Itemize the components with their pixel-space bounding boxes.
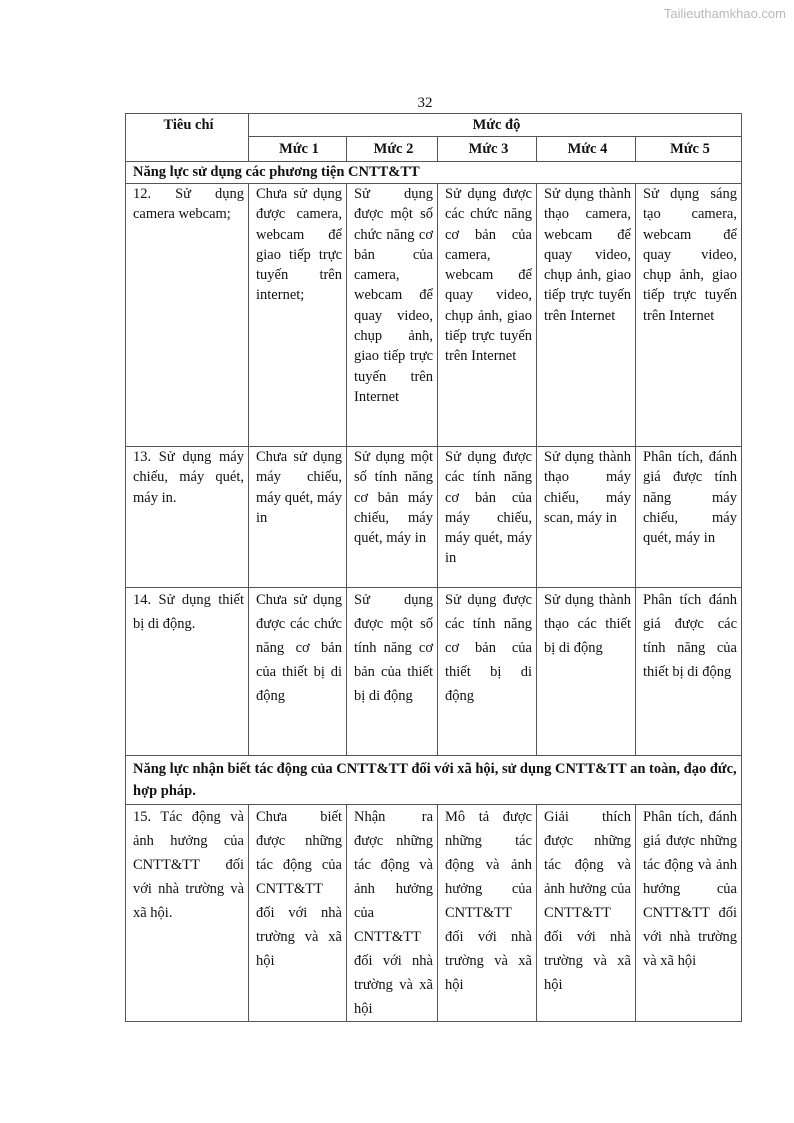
level-cell: Chưa sử dụng được các chức năng cơ bản của thiết bị di động [249, 588, 347, 756]
table-row [126, 588, 742, 756]
level-cell: Phân tích, đánh giá được những tác động và ảnh hưởng của CNTT&TT đối với nhà trường và xã hội [636, 805, 742, 1022]
section-row [126, 162, 742, 184]
rubric-table [125, 113, 742, 1022]
section-title: Năng lực nhận biết tác động của CNTT&TT đối với xã hội, sử dụng CNTT&TT an toàn, đạo đức, hợp pháp. [126, 756, 742, 805]
table-row [126, 447, 742, 588]
criteria-header: Tiêu chí [126, 114, 249, 162]
level-cell: Sử dụng được một số chức năng cơ bản của camera, webcam để quay video, chụp ảnh, giao tiếp trực tuyến trên Internet [347, 184, 438, 447]
page-number: 32 [417, 95, 433, 111]
header-row-1 [126, 114, 742, 137]
level-header: Mức 5 [636, 137, 742, 162]
level-cell: Sử dụng được các chức năng cơ bản của camera, webcam để quay video, chụp ảnh, giao tiếp trực tuyến trên Internet [438, 184, 537, 447]
level-cell: Sử dụng được các tính năng cơ bản của thiết bị di động [438, 588, 537, 756]
level-cell: Giải thích được những tác động và ảnh hưởng của CNTT&TT đối với nhà trường và xã hội [537, 805, 636, 1022]
level-header: Mức 3 [438, 137, 537, 162]
criterion-cell: 14. Sử dụng thiết bị di động. [126, 588, 249, 756]
level-header: Mức 4 [537, 137, 636, 162]
level-cell: Phân tích đánh giá được các tính năng của thiết bị di động [636, 588, 742, 756]
level-cell: Sử dụng được một số tính năng cơ bản của thiết bị di động [347, 588, 438, 756]
level-cell: Sử dụng được các tính năng cơ bản của máy chiếu, máy quét, máy in [438, 447, 537, 588]
level-header: Mức 2 [347, 137, 438, 162]
table-row [126, 184, 742, 447]
criterion-cell: 13. Sử dụng máy chiếu, máy quét, máy in. [126, 447, 249, 588]
level-cell: Sử dụng sáng tạo camera, webcam để quay video, chụp ảnh, giao tiếp trực tuyến trên Internet [636, 184, 742, 447]
level-cell: Sử dụng một số tính năng cơ bản máy chiếu, máy quét, máy in [347, 447, 438, 588]
section-row [126, 756, 742, 805]
level-group-header: Mức độ [249, 114, 742, 137]
level-cell: Chưa biết được những tác động của CNTT&TT đối với nhà trường và xã hội [249, 805, 347, 1022]
level-header: Mức 1 [249, 137, 347, 162]
criterion-cell: 15. Tác động và ảnh hưởng của CNTT&TT đối với nhà trường và xã hội. [126, 805, 249, 1022]
level-cell: Sử dụng thành thạo camera, webcam để quay video, chụp ảnh, giao tiếp trực tuyến trên Internet [537, 184, 636, 447]
level-cell: Nhận ra được những tác động và ảnh hưởng của CNTT&TT đối với nhà trường và xã hội [347, 805, 438, 1022]
level-cell: Chưa sử dụng máy chiếu, máy quét, máy in [249, 447, 347, 588]
level-cell: Mô tả được những tác động và ảnh hưởng của CNTT&TT đối với nhà trường và xã hội [438, 805, 537, 1022]
level-cell: Phân tích, đánh giá được tính năng máy chiếu, máy quét, máy in [636, 447, 742, 588]
watermark: Tailieuthamkhao.com [663, 6, 786, 21]
criterion-cell: 12. Sử dụng camera webcam; [126, 184, 249, 447]
table-row [126, 805, 742, 1022]
level-cell: Sử dụng thành thạo các thiết bị di động [537, 588, 636, 756]
level-cell: Chưa sử dụng được camera, webcam để giao tiếp trực tuyến trên internet; [249, 184, 347, 447]
section-title: Năng lực sử dụng các phương tiện CNTT&TT [126, 162, 742, 184]
level-cell: Sử dụng thành thạo máy chiếu, máy scan, máy in [537, 447, 636, 588]
